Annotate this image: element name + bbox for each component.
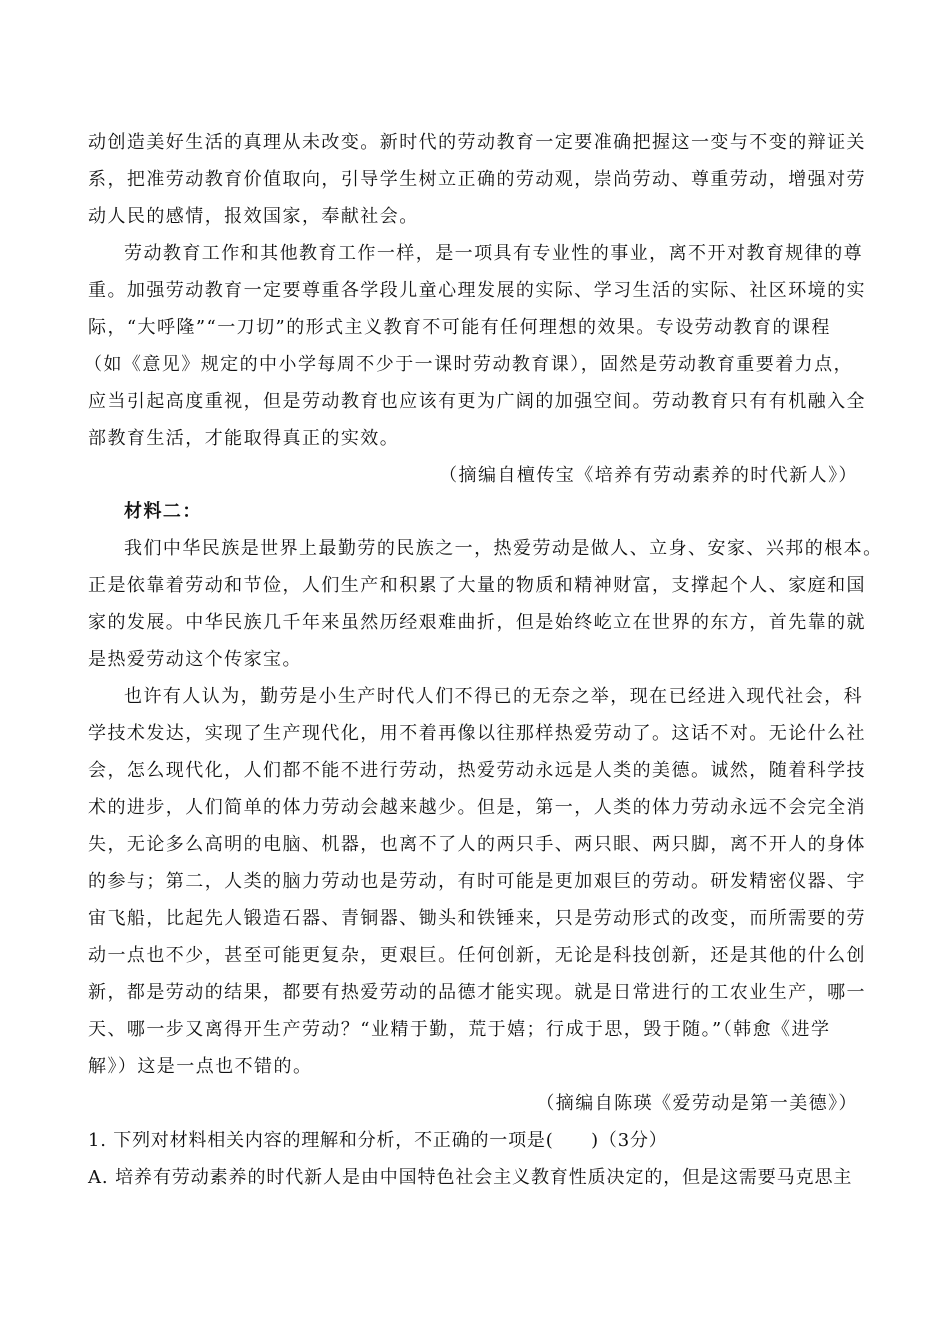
m1-p1-line-2: 系，把准劳动教育价值取向，引导学生树立正确的劳动观，崇尚劳动、尊重劳动，增强对劳 <box>88 169 866 190</box>
m2-p1-line-4: 是热爱劳动这个传家宝。 <box>88 649 302 670</box>
m1-p2-line-6: 部教育生活，才能取得真正的实效。 <box>88 428 400 449</box>
question-1-stem: 1. 下列对材料相关内容的理解和分析，不正确的一项是( )（3分） <box>88 1130 668 1151</box>
m2-p2-line-9: 新，都是劳动的结果，都要有热爱劳动的品德才能实现。就是日常进行的工农业生产，哪一 <box>88 982 866 1003</box>
m1-source: （摘编自檀传宝《培养有劳动素养的时代新人》） <box>439 465 858 486</box>
m2-p2-line-5: 失，无论多么高明的电脑、机器，也离不了人的两只手、两只眼、两只脚，离不开人的身体 <box>88 834 866 855</box>
question-1-option-a: A. 培养有劳动素养的时代新人是由中国特色社会主义教育性质决定的，但是这需要马克思主 <box>88 1167 853 1188</box>
m2-source: （摘编自陈瑛《爱劳动是第一美德》） <box>536 1093 858 1114</box>
m1-p2-line-5: 应当引起高度重视，但是劳动教育也应该有更为广阔的加强空间。劳动教育只有有机融入全 <box>88 391 866 412</box>
m1-p2-line-3: 际，“大呼隆”“一刀切”的形式主义教育不可能有任何理想的效果。专设劳动教育的课程 <box>88 317 831 338</box>
m2-p2-line-3: 会，怎么现代化，人们都不能不进行劳动，热爱劳动永远是人类的美德。诚然，随着科学技 <box>88 760 866 781</box>
m2-p1-line-1: 我们中华民族是世界上最勤劳的民族之一，热爱劳动是做人、立身、安家、兴邦的根本。 <box>124 538 883 559</box>
m1-p1-line-3: 动人民的感情，报效国家，奉献社会。 <box>88 206 419 227</box>
m2-p2-line-7: 宙飞船，比起先人锻造石器、青铜器、锄头和铁锤来，只是劳动形式的改变，而所需要的劳 <box>88 908 866 929</box>
m2-p2-line-10: 天、哪一步又离得开生产劳动？“业精于勤，荒于嬉；行成于思，毁于随。”（韩愈《进学 <box>88 1019 831 1040</box>
m1-p1-line-1: 动创造美好生活的真理从未改变。新时代的劳动教育一定要准确把握这一变与不变的辩证关 <box>88 132 866 153</box>
m2-p2-line-6: 的参与；第二，人类的脑力劳动也是劳动，有时可能是更加艰巨的劳动。研发精密仪器、宇 <box>88 871 866 892</box>
m1-p2-line-2: 重。加强劳动教育一定要尊重各学段儿童心理发展的实际、学习生活的实际、社区环境的实 <box>88 280 866 301</box>
m2-p2-line-2: 学技术发达，实现了生产现代化，用不着再像以往那样热爱劳动了。这话不对。无论什么社 <box>88 723 866 744</box>
m2-p2-line-11: 解》）这是一点也不错的。 <box>88 1056 313 1077</box>
m1-p2-line-1: 劳动教育工作和其他教育工作一样，是一项具有专业性的事业，离不开对教育规律的尊 <box>124 243 864 264</box>
m2-p1-line-3: 家的发展。中华民族几千年来虽然历经艰难曲折，但是始终屹立在世界的东方，首先靠的就 <box>88 612 866 633</box>
m2-p2-line-8: 动一点也不少，甚至可能更复杂，更艰巨。任何创新，无论是科技创新，还是其他的什么创 <box>88 945 866 966</box>
m2-p2-line-1: 也许有人认为，勤劳是小生产时代人们不得已的无奈之举，现在已经进入现代社会，科 <box>124 686 864 707</box>
m2-p2-line-4: 术的进步，人们简单的体力劳动会越来越少。但是，第一，人类的体力劳动永远不会完全消 <box>88 797 866 818</box>
m2-heading: 材料二： <box>124 501 202 522</box>
m1-p2-line-4: （如《意见》规定的中小学每周不少于一课时劳动教育课），固然是劳动教育重要着力点， <box>84 354 853 375</box>
m2-p1-line-2: 正是依靠着劳动和节俭，人们生产和积累了大量的物质和精神财富，支撑起个人、家庭和国 <box>88 575 866 596</box>
